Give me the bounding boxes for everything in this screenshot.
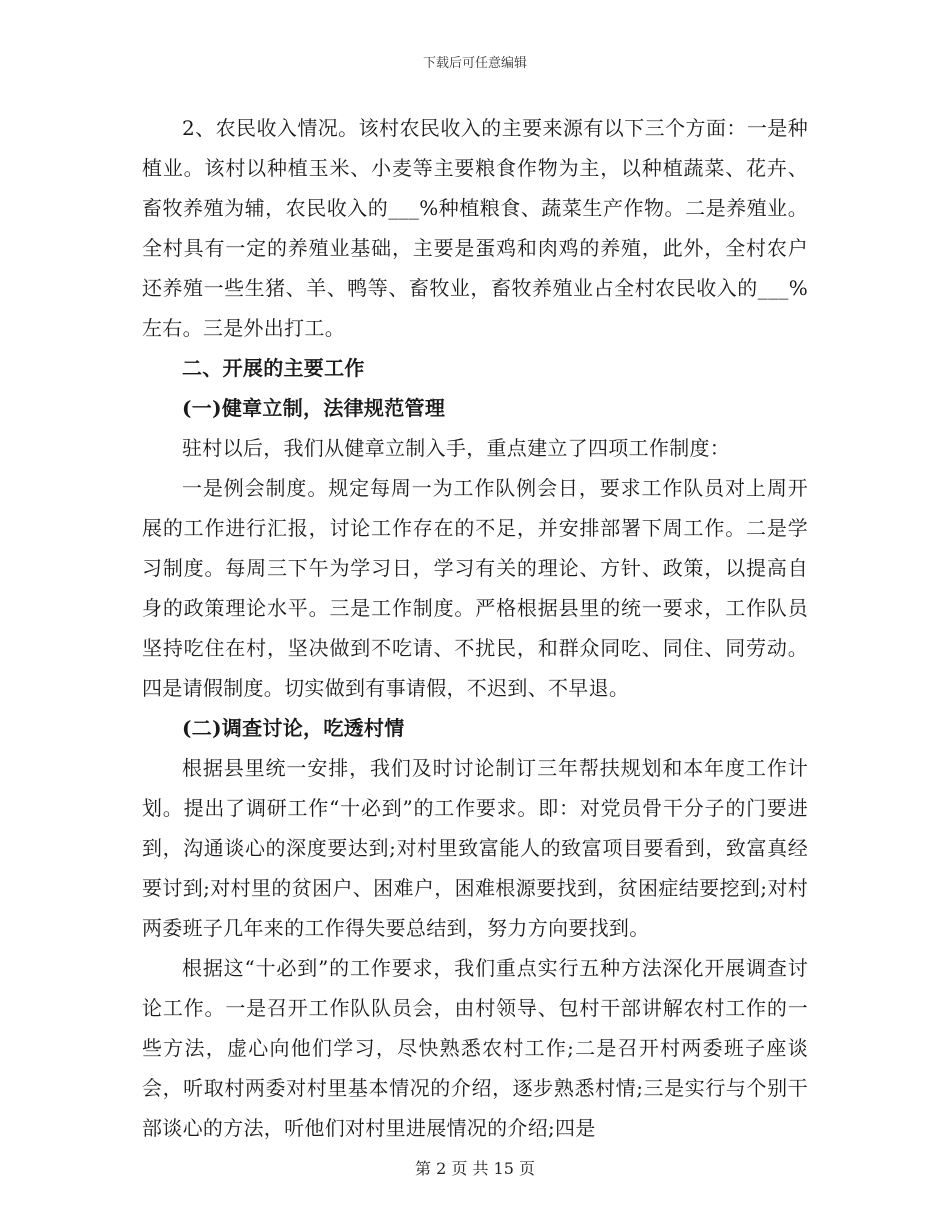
page-header: 下载后可任意编辑 [422,56,527,71]
paragraph-five-methods: 根据这“十必到”的工作要求，我们重点实行五种方法深化开展调查讨论工作。一是召开工作队队员会，由村领导、包村干部讲解农村工作的一些方法，虚心向他们学习，尽快熟悉农村工作;二是召开村两委班子座谈会，听取村两委对村里基本情况的介绍，逐步熟悉村情;三是实行与个别干部谈心的方法，听他们对村里进展情况的介绍;四是 [142,956,808,1140]
document-body [142,108,808,1148]
section-heading-main-work: 二、开展的主要工作 [182,356,365,380]
paragraph-ten-musts: 根据县里统一安排，我们及时讨论制订三年帮扶规划和本年度工作计划。提出了调研工作“十必到”的工作要求。即：对党员骨干分子的门要进到，沟通谈心的深度要达到;对村里致富能人的致富项目要看到，致富真经要讨到;对村里的贫困户、困难户，困难根源要找到，贫困症结要挖到;对村两委班子几年来的工作得失要总结到，努力方向要找到。 [142,756,808,940]
subsection-heading-investigation: (二)调查讨论，吃透村情 [182,716,405,740]
paragraph-four-systems: 一是例会制度。规定每周一为工作队例会日，要求工作队员对上周开展的工作进行汇报，讨论工作存在的不足，并安排部署下周工作。二是学习制度。每周三下午为学习日，学习有关的理论、方针、政策，以提高自身的政策理论水平。三是工作制度。严格根据县里的统一要求，工作队员坚持吃住在村，坚决做到不吃请、不扰民，和群众同吃、同住、同劳动。四是请假制度。切实做到有事请假，不迟到、不早退。 [142,476,808,700]
paragraph-rules-intro: 驻村以后，我们从健章立制入手，重点建立了四项工作制度： [182,436,731,460]
paragraph-farmer-income: 2、农民收入情况。该村农民收入的主要来源有以下三个方面：一是种植业。该村以种植玉米、小麦等主要粮食作物为主，以种植蔬菜、花卉、畜牧养殖为辅，农民收入的___%种植粮食、蔬菜生产作物。二是养殖业。全村具有一定的养殖业基础，主要是蛋鸡和肉鸡的养殖，此外，全村农户还养殖一些生猪、羊、鸭等、畜牧业，畜牧养殖业占全村农民收入的___%左右。三是外出打工。 [142,116,808,340]
subsection-heading-rules: (一)健章立制，法律规范管理 [182,396,446,420]
page-number: 第 2 页 共 15 页 [415,1159,535,1178]
